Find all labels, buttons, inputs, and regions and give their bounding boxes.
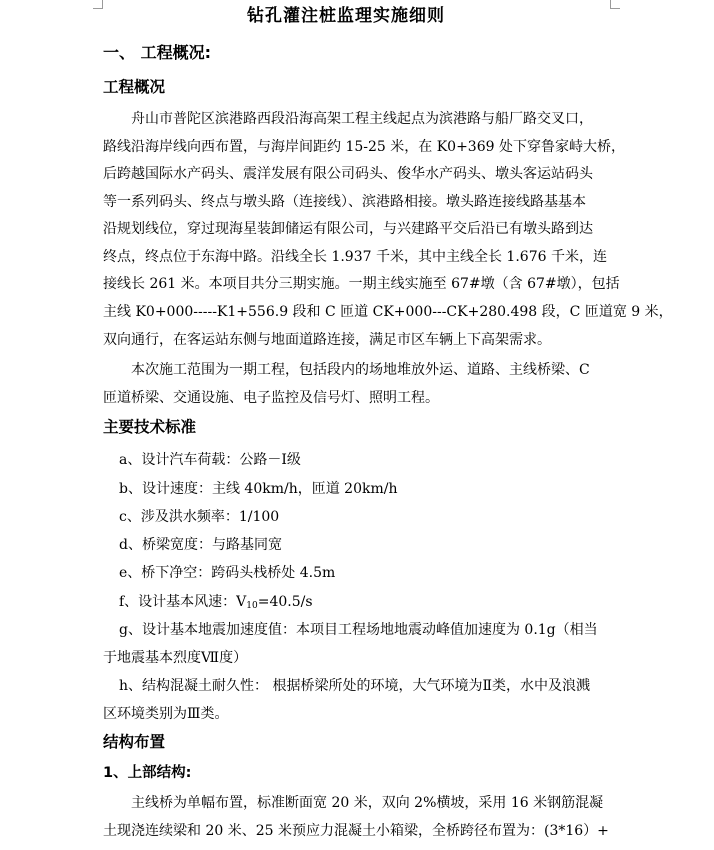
document-title: 钻孔灌注桩监理实施细则	[247, 6, 445, 26]
paragraph-line: 双向通行，在客运站东侧与地面道路连接，满足市区车辆上下高架需求。	[103, 332, 551, 348]
standard-item-g: g、设计基本地震加速度值：本项目工程场地地震动峰值加速度为 0.1g（相当	[119, 622, 598, 638]
paragraph-line: 主线桥为单幅布置，标准断面宽 20 米，双向 2%横坡，采用 16 米钢筋混凝	[131, 795, 604, 811]
standard-item-h: h、结构混凝土耐久性： 根据桥梁所处的环境，大气环境为Ⅱ类，水中及浪溅	[119, 678, 590, 694]
standard-item-d: d、桥梁宽度：与路基同宽	[119, 537, 282, 553]
paragraph-line: 本次施工范围为一期工程，包括段内的场地堆放外运、道路、主线桥梁、C	[131, 362, 590, 378]
subheading-superstructure: 1、上部结构:	[103, 765, 192, 781]
paragraph-line: 舟山市普陀区滨港路西段沿海高架工程主线起点为滨港路与船厂路交叉口，	[131, 111, 593, 127]
subheading-overview: 工程概况	[103, 78, 166, 96]
paragraph-line: 土现浇连续梁和 20 米、25 米预应力混凝土小箱梁，全桥跨径布置为：(3*16）+	[103, 823, 609, 839]
standard-item-f-text: f、设计基本风速：V	[119, 594, 247, 610]
standard-item-h-continued: 区环境类别为Ⅲ类。	[103, 706, 229, 722]
section-heading-overview: 一、 工程概况:	[103, 43, 211, 62]
paragraph-line: 等一系列码头、终点与墩头路（连接线）、滨港路相接。墩头路连接线路基基本	[103, 194, 586, 210]
subheading-technical-standards: 主要技术标准	[103, 418, 197, 436]
wind-speed-subscript: 10	[246, 601, 258, 611]
page-corner-mark	[610, 0, 620, 9]
paragraph-line: 终点，终点位于东海中路。沿线全长 1.937 千米，其中主线全长 1.676 千米，连	[103, 249, 607, 265]
paragraph-line: 匝道桥梁、交通设施、电子监控及信号灯、照明工程。	[103, 390, 439, 406]
standard-item-b: b、设计速度：主线 40km/h，匝道 20km/h	[119, 481, 398, 497]
paragraph-line: 后跨越国际水产码头、震洋发展有限公司码头、俊华水产码头、墩头客运站码头	[103, 166, 593, 182]
standard-item-a: a、设计汽车荷载：公路－Ⅰ级	[119, 452, 301, 468]
subheading-structure-layout: 结构布置	[103, 733, 166, 751]
standard-item-g-continued: 于地震基本烈度Ⅶ度）	[103, 650, 248, 666]
standard-item-f-value: =40.5/s	[257, 594, 313, 610]
paragraph-line: 路线沿海岸线向西布置，与海岸间距约 15-25 米，在 K0+369 处下穿鲁家峙大桥，	[103, 139, 625, 155]
standard-item-c: c、涉及洪水频率：1/100	[119, 509, 280, 525]
paragraph-line: 接线长 261 米。本项目共分三期实施。一期主线实施至 67#墩（含 67#墩），包括	[103, 276, 620, 292]
paragraph-line: 沿规划线位，穿过现海星装卸储运有限公司，与兴建路平交后沿已有墩头路到达	[103, 221, 593, 237]
standard-item-e: e、桥下净空：跨码头栈桥处 4.5m	[119, 565, 336, 581]
standard-item-f	[119, 593, 313, 615]
paragraph-line: 主线 K0+000-----K1+556.9 段和 C 匝道 CK+000---CK+280.498 段，C 匝道宽 9 米，	[103, 304, 673, 320]
page-corner-mark	[93, 0, 103, 9]
